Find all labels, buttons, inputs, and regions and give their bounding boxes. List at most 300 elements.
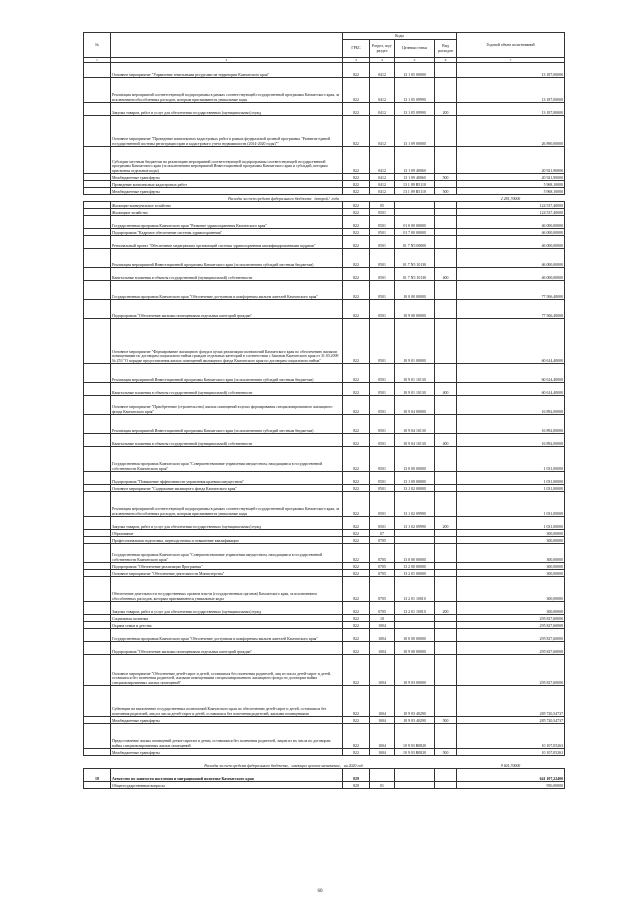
cell-name: Реализация мероприятий Инвестиционной программы Камчатского края (за исключением субсидий местным бюджетам) xyxy=(111,415,343,434)
cell-name: Основное мероприятие "Проведение комплексных кадастровых работ в рамках федеральной целевой программы "Развитие единой государственной системы регистрации прав и кадастрового учета недвижимости (2014-2020 годы)"" xyxy=(111,116,343,147)
cell-vid xyxy=(435,249,457,268)
cell-grbs: 822 xyxy=(343,472,370,485)
table-row xyxy=(84,188,565,195)
cell-vid xyxy=(435,769,457,782)
cell-grbs: 822 xyxy=(343,319,370,364)
cell-grbs: 822 xyxy=(343,485,370,492)
budget-table-page xyxy=(83,32,564,789)
cell-name: Основное мероприятие "Формирование жилищного фонда в целях реализации полномочий Камчатского края по обеспечению жилыми помещениями по договорам социального найма граждан отдельных категорий в соответствии с Законом Камчатского края от 31.03.2009 № 253 "О порядке предоставления жилых помещений жилищного фонда Камчатского края по договорам социального найма" xyxy=(111,319,343,364)
note-row xyxy=(84,756,565,769)
cell-num xyxy=(84,319,111,364)
col-index: 6 xyxy=(435,58,457,63)
cell-sum: 1 031,00000 xyxy=(457,492,565,517)
table-row xyxy=(84,537,565,544)
cell-razdel: 0501 xyxy=(370,236,395,249)
cell-razdel: 0501 xyxy=(370,209,395,216)
cell-num xyxy=(84,563,111,570)
table-row xyxy=(84,78,565,103)
cell-grbs: 822 xyxy=(343,517,370,530)
cell-razdel: 0501 xyxy=(370,492,395,517)
cell-csr: 10 9 03 R0820 xyxy=(395,749,435,756)
cell-name: Предоставление жилых помещений детям-сиротам и детям, оставшимся без попечения родителей, лицам из их числа по договорам найма специализированных жилых помещений xyxy=(111,724,343,749)
header-grbs: ГРБС xyxy=(343,40,370,58)
cell-num xyxy=(84,268,111,281)
cell-vid xyxy=(435,447,457,472)
cell-vid: 400 xyxy=(435,268,457,281)
cell-razdel xyxy=(370,769,395,782)
cell-name: Жилищное хозяйство xyxy=(111,209,343,216)
cell-vid: 200 xyxy=(435,602,457,615)
cell-name: Подпрограмма "Обеспечение жилыми помещениями отдельных категорий граждан" xyxy=(111,642,343,655)
cell-sum: 13 187,00000 xyxy=(457,103,565,116)
cell-grbs: 822 xyxy=(343,202,370,209)
cell-num xyxy=(84,181,111,188)
table-header xyxy=(84,33,565,63)
cell-num xyxy=(84,517,111,530)
header-num: № xyxy=(84,33,111,58)
cell-csr xyxy=(395,530,435,537)
table-row xyxy=(84,116,565,147)
cell-csr: 01 7 00 00000 xyxy=(395,229,435,236)
cell-name: Капитальные вложения в объекты государственной (муниципальной) собственности xyxy=(111,383,343,396)
table-row xyxy=(84,209,565,216)
cell-vid xyxy=(435,655,457,686)
cell-razdel: 0412 xyxy=(370,103,395,116)
cell-razdel: 0501 xyxy=(370,300,395,319)
cell-csr xyxy=(395,615,435,622)
cell-csr: 01 0 00 00000 xyxy=(395,216,435,229)
cell-sum: 1 031,00000 xyxy=(457,517,565,530)
cell-name: Охрана семьи и детства xyxy=(111,622,343,629)
cell-num xyxy=(84,570,111,577)
cell-name: Капитальные вложения в объекты государственной (муниципальной) собственности xyxy=(111,268,343,281)
cell-grbs: 822 xyxy=(343,602,370,615)
cell-grbs: 822 xyxy=(343,544,370,563)
cell-vid xyxy=(435,415,457,434)
cell-razdel: 0412 xyxy=(370,181,395,188)
cell-sum: 1 031,00000 xyxy=(457,472,565,485)
table-row xyxy=(84,181,565,188)
cell-vid xyxy=(435,209,457,216)
cell-razdel: 0501 xyxy=(370,396,395,415)
cell-name: Профессиональная подготовка, переподготовка и повышение квалификации xyxy=(111,537,343,544)
cell-razdel: 0705 xyxy=(370,563,395,570)
cell-csr xyxy=(395,622,435,629)
cell-grbs: 822 xyxy=(343,530,370,537)
cell-sum: 300,00000 xyxy=(457,577,565,602)
cell-razdel: 0412 xyxy=(370,174,395,181)
cell-csr: 13 1 09 R5110 xyxy=(395,188,435,195)
cell-num xyxy=(84,209,111,216)
cell-razdel: 0705 xyxy=(370,544,395,563)
table-row xyxy=(84,563,565,570)
cell-name: Межбюджетные трансферты xyxy=(111,174,343,181)
cell-sum: 13 187,00000 xyxy=(457,63,565,78)
cell-name: Межбюджетные трансферты xyxy=(111,188,343,195)
table-row xyxy=(84,147,565,174)
cell-sum: 300,00000 xyxy=(457,563,565,570)
cell-name: Закупка товаров, работ и услуг для обеспечения государственных (муниципальных) нужд xyxy=(111,103,343,116)
cell-num xyxy=(84,724,111,749)
cell-csr: 10 9 00 00000 xyxy=(395,300,435,319)
cell-name: Государственная программа Камчатского края "Развитие здравоохранения Камчатского края" xyxy=(111,216,343,229)
table-row xyxy=(84,216,565,229)
cell-csr xyxy=(395,209,435,216)
cell-csr: 13 2 01 10010 xyxy=(395,602,435,615)
cell-vid xyxy=(435,236,457,249)
cell-csr: 13 1 09 R5110 xyxy=(395,181,435,188)
cell-csr: 10 9 04 10130 xyxy=(395,415,435,434)
cell-csr: 13 1 02 09990 xyxy=(395,517,435,530)
cell-vid: 500 xyxy=(435,749,457,756)
cell-csr: 10 9 00 00000 xyxy=(395,642,435,655)
table-row xyxy=(84,724,565,749)
cell-vid xyxy=(435,281,457,300)
col-index: 1 xyxy=(84,58,111,63)
cell-razdel: 0501 xyxy=(370,415,395,434)
note-spacer xyxy=(84,756,111,769)
table-row xyxy=(84,642,565,655)
note-sum: 9 601,70000 xyxy=(457,756,565,769)
cell-grbs: 822 xyxy=(343,209,370,216)
cell-csr: 10 9 03 40290 xyxy=(395,686,435,717)
cell-name: Государственная программа Камчатского края "Совершенствование управления имуществом, находящимся в государственной собственности Камчатского края" xyxy=(111,544,343,563)
cell-csr: 13 1 05 00000 xyxy=(395,63,435,78)
header-vid: Вид расходов xyxy=(435,40,457,58)
cell-num xyxy=(84,116,111,147)
cell-name: Государственная программа Камчатского края "Обеспечение доступным и комфортным жильем жителей Камчатского края" xyxy=(111,281,343,300)
table-row xyxy=(84,717,565,724)
cell-razdel: 0705 xyxy=(370,537,395,544)
cell-razdel: 0705 xyxy=(370,570,395,577)
cell-csr: 01 7 N5 00000 xyxy=(395,236,435,249)
cell-grbs: 822 xyxy=(343,188,370,195)
cell-sum: 46 000,00000 xyxy=(457,229,565,236)
cell-sum: 60 614,40000 xyxy=(457,383,565,396)
cell-name: Региональный проект "Обеспечение медицинских организаций системы здравоохранения квалифицированными кадрами" xyxy=(111,236,343,249)
cell-vid xyxy=(435,622,457,629)
cell-sum: 300,00000 xyxy=(457,537,565,544)
cell-grbs: 822 xyxy=(343,724,370,749)
cell-sum: 13 187,00000 xyxy=(457,78,565,103)
table-row xyxy=(84,472,565,485)
cell-csr: 13 0 00 00000 xyxy=(395,544,435,563)
cell-razdel: 0501 xyxy=(370,472,395,485)
cell-name: Основное мероприятие "Обеспечение деятельности Министерства" xyxy=(111,570,343,577)
table-row xyxy=(84,492,565,517)
cell-num xyxy=(84,236,111,249)
cell-razdel: 0412 xyxy=(370,78,395,103)
cell-name: Основное мероприятие "Содержание жилищного фонда Камчатского края" xyxy=(111,485,343,492)
cell-sum: 10 107,05263 xyxy=(457,749,565,756)
cell-razdel: 10 xyxy=(370,615,395,622)
cell-csr xyxy=(395,769,435,782)
cell-grbs: 822 xyxy=(343,570,370,577)
cell-csr: 10 9 03 00000 xyxy=(395,655,435,686)
table-row xyxy=(84,629,565,642)
cell-num xyxy=(84,147,111,174)
cell-razdel: 0501 xyxy=(370,249,395,268)
cell-razdel: 0412 xyxy=(370,116,395,147)
cell-csr: 01 7 N5 10130 xyxy=(395,249,435,268)
cell-csr: 13 2 00 00000 xyxy=(395,563,435,570)
cell-vid: 200 xyxy=(435,517,457,530)
cell-num xyxy=(84,78,111,103)
cell-razdel: 05 xyxy=(370,202,395,209)
cell-sum: 16 892,00000 xyxy=(457,415,565,434)
cell-vid xyxy=(435,724,457,749)
cell-name: Образование xyxy=(111,530,343,537)
cell-sum: 46 000,00000 xyxy=(457,268,565,281)
cell-grbs: 822 xyxy=(343,622,370,629)
header-razdel: Раздел, под- раздел xyxy=(370,40,395,58)
cell-num xyxy=(84,364,111,383)
cell-sum: 60 614,40000 xyxy=(457,319,565,364)
cell-razdel: 1004 xyxy=(370,622,395,629)
cell-razdel: 0501 xyxy=(370,383,395,396)
col-index: 5 xyxy=(395,58,435,63)
table-row xyxy=(84,103,565,116)
cell-grbs: 822 xyxy=(343,236,370,249)
cell-name: Государственная программа Камчатского края "Совершенствование управления имуществом, находящимся в государственной собственности Камчатского края" xyxy=(111,447,343,472)
cell-name: Реализация мероприятий соответствующей подпрограммы в рамках соответствующей государственной программы Камчатского края, за исключением обособленных расходов, которым присваиваются уникальные коды xyxy=(111,78,343,103)
cell-razdel: 0412 xyxy=(370,147,395,174)
header-codes: Коды xyxy=(343,33,457,40)
table-row xyxy=(84,530,565,537)
cell-num xyxy=(84,383,111,396)
cell-sum: 16 892,00000 xyxy=(457,396,565,415)
table-row xyxy=(84,782,565,789)
cell-csr: 10 9 03 40290 xyxy=(395,717,435,724)
cell-sum: 300,00000 xyxy=(457,544,565,563)
cell-grbs: 822 xyxy=(343,116,370,147)
cell-grbs: 822 xyxy=(343,686,370,717)
cell-razdel: 0501 xyxy=(370,229,395,236)
cell-csr: 10 9 04 00000 xyxy=(395,396,435,415)
cell-vid xyxy=(435,63,457,78)
cell-grbs: 822 xyxy=(343,249,370,268)
cell-csr: 10 9 01 10130 xyxy=(395,364,435,383)
cell-num xyxy=(84,396,111,415)
cell-sum: 46 000,00000 xyxy=(457,216,565,229)
cell-num xyxy=(84,629,111,642)
cell-vid xyxy=(435,570,457,577)
cell-csr: 13 1 09 00000 xyxy=(395,116,435,147)
col-index: 3 xyxy=(343,58,370,63)
cell-vid xyxy=(435,544,457,563)
table-row xyxy=(84,544,565,563)
cell-name: Основное мероприятие "Приобретение (строительство) жилых помещений в целях формирования специализированного жилищного фонда Камчатского края" xyxy=(111,396,343,415)
cell-name: Субвенции на выполнение государственных полномочий Камчатского края по обеспечению детей-сирот и детей, оставшихся без попечения родителей, лиц из числа детей-сирот и детей, оставшихся без попечения родителей, жилыми помещениями xyxy=(111,686,343,717)
table-row xyxy=(84,281,565,300)
cell-sum: 300,00000 xyxy=(457,570,565,577)
cell-grbs: 829 xyxy=(343,769,370,782)
cell-num xyxy=(84,249,111,268)
cell-num xyxy=(84,202,111,209)
cell-vid xyxy=(435,485,457,492)
cell-num xyxy=(84,602,111,615)
cell-grbs: 822 xyxy=(343,415,370,434)
col-index: 7 xyxy=(457,58,565,63)
cell-razdel: 0705 xyxy=(370,577,395,602)
table-row xyxy=(84,229,565,236)
cell-num xyxy=(84,300,111,319)
table-row xyxy=(84,769,565,782)
cell-vid: 400 xyxy=(435,434,457,447)
cell-razdel: 0705 xyxy=(370,602,395,615)
note-text: Расходы за счет средств федерального бюджета，имеющих целевое назначение，на 2020 год xyxy=(111,756,457,769)
table-row xyxy=(84,249,565,268)
table-row xyxy=(84,517,565,530)
cell-num xyxy=(84,782,111,789)
cell-razdel: 1004 xyxy=(370,629,395,642)
cell-csr: 01 7 N5 10130 xyxy=(395,268,435,281)
cell-razdel: 0501 xyxy=(370,485,395,492)
cell-sum: 641 107,22400 xyxy=(457,769,565,782)
header-total: Годовой объем ассигнований xyxy=(457,33,565,58)
table-row xyxy=(84,615,565,622)
table-row xyxy=(84,622,565,629)
cell-csr: 13 1 09 40060 xyxy=(395,147,435,174)
cell-grbs: 822 xyxy=(343,577,370,602)
table-row xyxy=(84,319,565,364)
cell-csr: 10 9 03 R0820 xyxy=(395,724,435,749)
cell-name: Жилищно-коммунальное хозяйство xyxy=(111,202,343,209)
cell-csr xyxy=(395,782,435,789)
cell-csr: 10 9 01 10130 xyxy=(395,383,435,396)
cell-name: Подпрограмма "Обеспечение жилыми помещениями отдельных категорий граждан" xyxy=(111,300,343,319)
cell-grbs: 822 xyxy=(343,492,370,517)
cell-grbs: 822 xyxy=(343,281,370,300)
cell-num xyxy=(84,537,111,544)
cell-num xyxy=(84,642,111,655)
cell-name: Межбюджетные трансферты xyxy=(111,717,343,724)
cell-vid xyxy=(435,782,457,789)
cell-vid xyxy=(435,492,457,517)
cell-name: Закупка товаров, работ и услуг для обеспечения государственных (муниципальных) нужд xyxy=(111,602,343,615)
cell-name: Межбюджетные трансферты xyxy=(111,749,343,756)
cell-razdel: 1004 xyxy=(370,724,395,749)
cell-grbs: 822 xyxy=(343,147,370,174)
cell-sum: 20 921,90000 xyxy=(457,174,565,181)
cell-sum: 46 000,00000 xyxy=(457,249,565,268)
cell-num xyxy=(84,544,111,563)
cell-csr: 13 1 05 09990 xyxy=(395,78,435,103)
cell-sum: 77 506,40000 xyxy=(457,281,565,300)
cell-csr: 13 0 00 00000 xyxy=(395,447,435,472)
cell-sum: 10 107,05263 xyxy=(457,724,565,749)
cell-razdel: 0412 xyxy=(370,188,395,195)
cell-razdel: 07 xyxy=(370,530,395,537)
header-csr: Целевая статья xyxy=(395,40,435,58)
cell-name: Подпрограмма "Повышение эффективности управления краевым имуществом" xyxy=(111,472,343,485)
cell-num xyxy=(84,188,111,195)
note-text: Расходы за счет средств федерального бюджета（второй）года xyxy=(111,195,457,202)
cell-num xyxy=(84,622,111,629)
cell-vid xyxy=(435,563,457,570)
cell-num xyxy=(84,577,111,602)
cell-num xyxy=(84,686,111,717)
cell-vid xyxy=(435,202,457,209)
cell-vid xyxy=(435,147,457,174)
cell-name: Закупка товаров, работ и услуг для обеспечения государственных (муниципальных) нужд xyxy=(111,517,343,530)
table-row xyxy=(84,63,565,78)
cell-vid xyxy=(435,577,457,602)
cell-csr: 10 0 00 00000 xyxy=(395,629,435,642)
cell-grbs: 822 xyxy=(343,749,370,756)
cell-csr xyxy=(395,537,435,544)
cell-sum: 295 827,60000 xyxy=(457,642,565,655)
cell-grbs: 822 xyxy=(343,63,370,78)
cell-num: 18 xyxy=(84,769,111,782)
cell-num xyxy=(84,472,111,485)
cell-name: Социальная политика xyxy=(111,615,343,622)
table-row xyxy=(84,396,565,415)
page-number: 60 xyxy=(317,889,323,894)
cell-grbs: 822 xyxy=(343,615,370,622)
cell-razdel: 0501 xyxy=(370,281,395,300)
cell-razdel: 1004 xyxy=(370,655,395,686)
cell-sum: 1 031,00000 xyxy=(457,485,565,492)
cell-vid xyxy=(435,642,457,655)
table-row xyxy=(84,364,565,383)
cell-vid: 400 xyxy=(435,383,457,396)
cell-csr: 13 1 02 00000 xyxy=(395,485,435,492)
cell-vid xyxy=(435,300,457,319)
cell-sum: 285 720,54737 xyxy=(457,686,565,717)
cell-num xyxy=(84,492,111,517)
cell-sum: 5 968,10000 xyxy=(457,188,565,195)
cell-csr: 13 1 00 00000 xyxy=(395,472,435,485)
cell-razdel: 0501 xyxy=(370,319,395,364)
cell-vid xyxy=(435,472,457,485)
cell-grbs: 822 xyxy=(343,268,370,281)
cell-sum: 124 537,40000 xyxy=(457,202,565,209)
cell-grbs: 829 xyxy=(343,782,370,789)
cell-vid: 200 xyxy=(435,103,457,116)
cell-grbs: 822 xyxy=(343,447,370,472)
cell-razdel: 0412 xyxy=(370,63,395,78)
cell-num xyxy=(84,281,111,300)
cell-num xyxy=(84,749,111,756)
note-spacer xyxy=(84,195,111,202)
cell-grbs: 822 xyxy=(343,563,370,570)
cell-csr: 13 2 01 00000 xyxy=(395,570,435,577)
budget-table xyxy=(83,32,565,789)
cell-razdel: 1004 xyxy=(370,749,395,756)
cell-grbs: 822 xyxy=(343,229,370,236)
table-row xyxy=(84,570,565,577)
cell-name: Государственная программа Камчатского края "Обеспечение доступным и комфортным жильем жителей Камчатского края" xyxy=(111,629,343,642)
col-index: 4 xyxy=(370,58,395,63)
cell-grbs: 822 xyxy=(343,216,370,229)
cell-grbs: 822 xyxy=(343,78,370,103)
cell-sum: 124 537,40000 xyxy=(457,209,565,216)
header-name xyxy=(111,33,343,58)
cell-name: Субсидии местным бюджетам на реализацию мероприятий соответствующей подпрограммы соответствующей государственной программы Камчатского края (за исключением мероприятий Инвестиционной программы Камчатского края и субсидий, которым присвоены отдельные коды) xyxy=(111,147,343,174)
cell-razdel: 0501 xyxy=(370,216,395,229)
cell-vid xyxy=(435,686,457,717)
cell-razdel: 0501 xyxy=(370,434,395,447)
cell-vid xyxy=(435,364,457,383)
cell-vid xyxy=(435,537,457,544)
cell-grbs: 822 xyxy=(343,383,370,396)
cell-num xyxy=(84,415,111,434)
cell-vid xyxy=(435,629,457,642)
cell-sum: 295 827,60000 xyxy=(457,622,565,629)
cell-sum: 77 506,40000 xyxy=(457,300,565,319)
cell-grbs: 822 xyxy=(343,655,370,686)
